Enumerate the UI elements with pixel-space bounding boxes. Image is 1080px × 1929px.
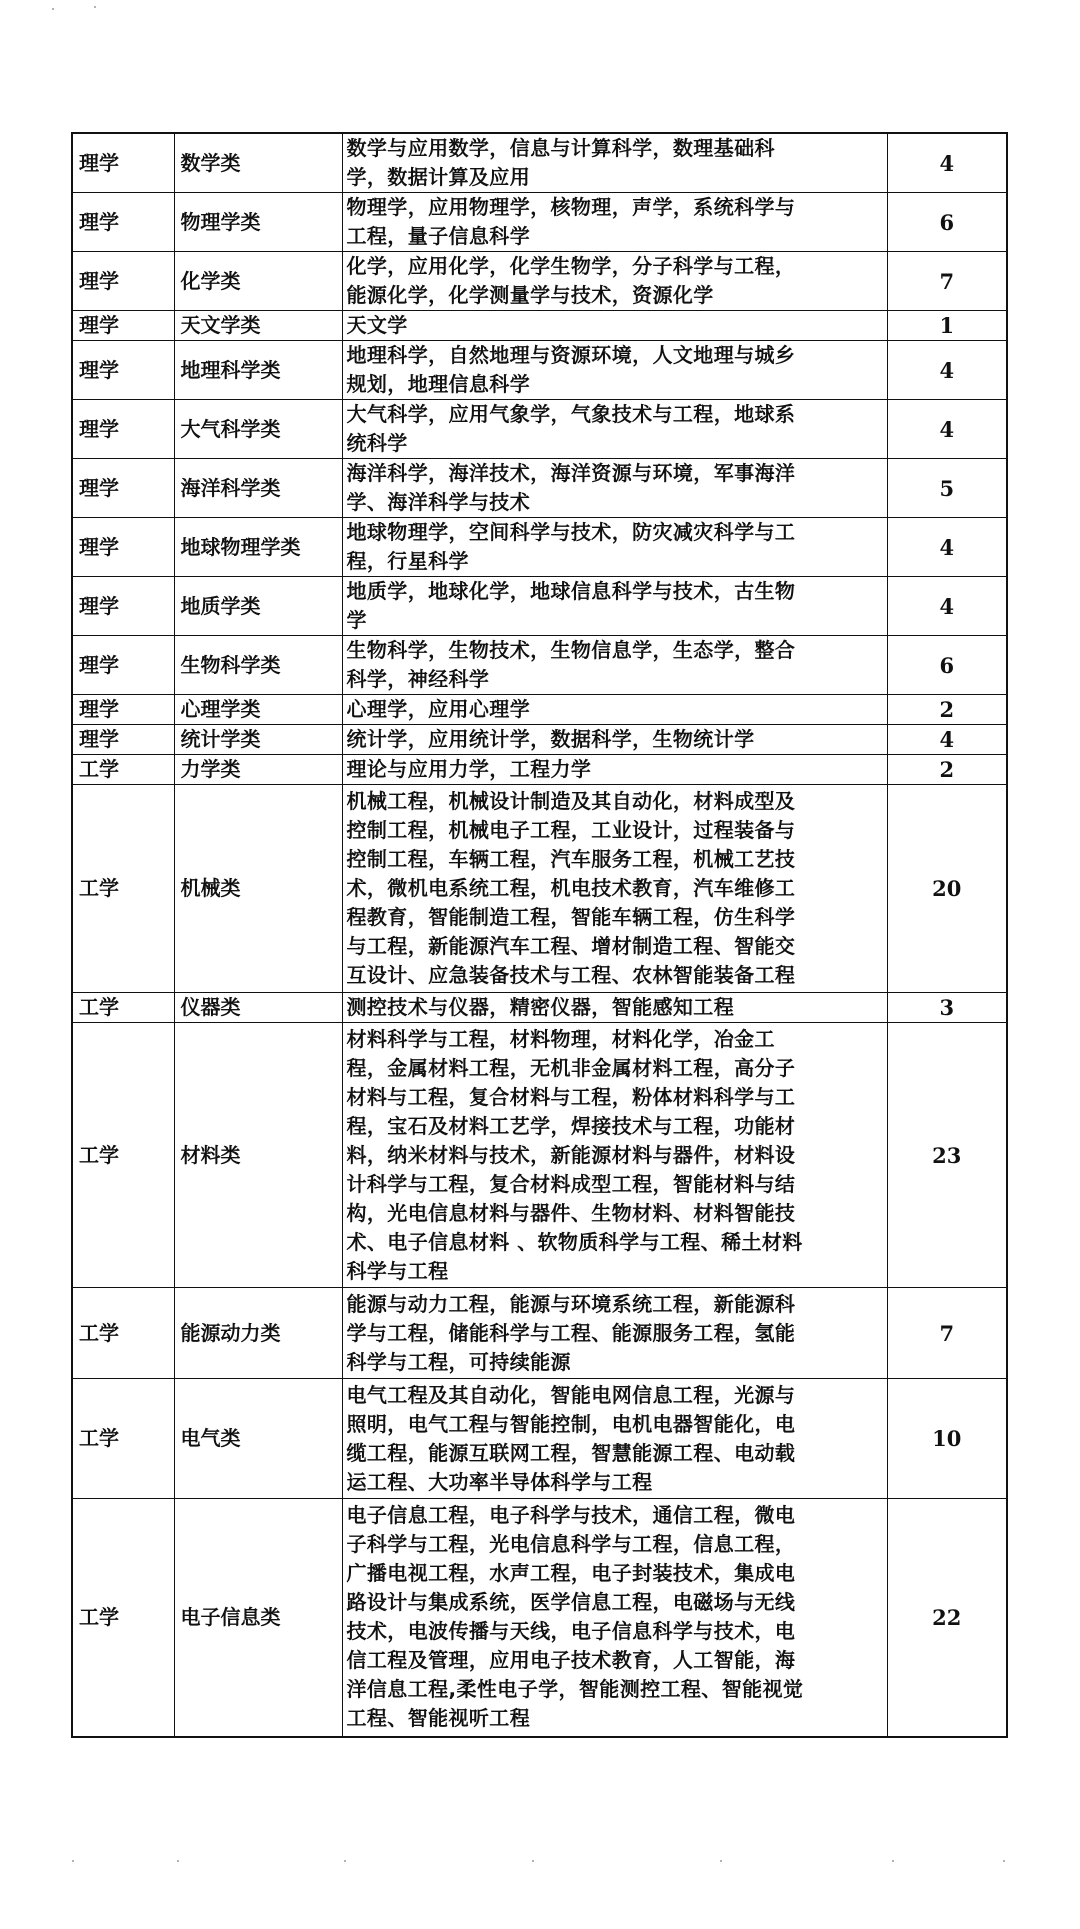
majors-cell: 海洋科学，海洋技术，海洋资源与环境，军事海洋 学、海洋科学与技术	[342, 459, 887, 518]
count-cell: 4	[887, 518, 1007, 577]
count-cell: 20	[887, 785, 1007, 993]
discipline-cell: 理学	[72, 133, 174, 193]
table-row	[72, 577, 1007, 636]
category-cell: 化学类	[174, 252, 342, 311]
table-row	[72, 755, 1007, 785]
table-row	[72, 1499, 1007, 1737]
count-cell: 22	[887, 1499, 1007, 1737]
count-cell: 6	[887, 193, 1007, 252]
majors-cell: 能源与动力工程，能源与环境系统工程，新能源科 学与工程，储能科学与工程、能源服务工程，氢能 科学与工程，可持续能源	[342, 1288, 887, 1379]
discipline-cell: 工学	[72, 993, 174, 1023]
category-cell: 能源动力类	[174, 1288, 342, 1379]
count-cell: 1	[887, 311, 1007, 341]
count-cell: 6	[887, 636, 1007, 695]
count-cell: 4	[887, 341, 1007, 400]
scan-speck	[1003, 1860, 1005, 1862]
majors-cell: 天文学	[342, 311, 887, 341]
count-cell: 2	[887, 755, 1007, 785]
majors-cell: 机械工程，机械设计制造及其自动化，材料成型及 控制工程，机械电子工程，工业设计，过程装备与 控制工程，车辆工程，汽车服务工程，机械工艺技 术，微机电系统工程，机电技术教育，汽车维修工 程教育，智能制造工程，智能车辆工程，仿生科学 与工程，新能源汽车工程、增材制造工程、智能交 互设计、应急装备技术与工程、农林智能装备工程	[342, 785, 887, 993]
majors-cell: 理论与应用力学，工程力学	[342, 755, 887, 785]
majors-cell: 电子信息工程，电子科学与技术，通信工程，微电 子科学与工程，光电信息科学与工程，信息工程， 广播电视工程，水声工程，电子封装技术，集成电 路设计与集成系统，医学信息工程，电磁场与无线 技术，电波传播与天线，电子信息科学与技术，电 信工程及管理，应用电子技术教育，人工智能，海 洋信息工程,柔性电子学，智能测控工程、智能视觉 工程、智能视听工程	[342, 1499, 887, 1737]
table-row	[72, 311, 1007, 341]
major-catalog-table	[71, 132, 1008, 1738]
scan-speck	[344, 1860, 346, 1862]
discipline-cell: 工学	[72, 1288, 174, 1379]
scan-speck	[720, 1860, 722, 1862]
count-cell: 23	[887, 1023, 1007, 1288]
table-row	[72, 785, 1007, 993]
majors-cell: 数学与应用数学，信息与计算科学，数理基础科 学，数据计算及应用	[342, 133, 887, 193]
table-row	[72, 341, 1007, 400]
majors-cell: 化学，应用化学，化学生物学，分子科学与工程， 能源化学，化学测量学与技术，资源化学	[342, 252, 887, 311]
discipline-cell: 理学	[72, 636, 174, 695]
discipline-cell: 工学	[72, 1499, 174, 1737]
discipline-cell: 理学	[72, 518, 174, 577]
category-cell: 大气科学类	[174, 400, 342, 459]
category-cell: 电气类	[174, 1379, 342, 1499]
table-row	[72, 400, 1007, 459]
table-row	[72, 459, 1007, 518]
table-row	[72, 518, 1007, 577]
category-cell: 机械类	[174, 785, 342, 993]
discipline-cell: 理学	[72, 252, 174, 311]
count-cell: 7	[887, 252, 1007, 311]
category-cell: 地球物理学类	[174, 518, 342, 577]
discipline-cell: 理学	[72, 193, 174, 252]
count-cell: 5	[887, 459, 1007, 518]
category-cell: 材料类	[174, 1023, 342, 1288]
majors-cell: 电气工程及其自动化，智能电网信息工程，光源与 照明，电气工程与智能控制，电机电器智能化，电 缆工程，能源互联网工程，智慧能源工程、电动载 运工程、大功率半导体科学与工程	[342, 1379, 887, 1499]
count-cell: 4	[887, 725, 1007, 755]
table-row	[72, 1379, 1007, 1499]
table-row	[72, 695, 1007, 725]
discipline-cell: 理学	[72, 725, 174, 755]
scan-speck	[892, 1860, 894, 1862]
discipline-cell: 工学	[72, 755, 174, 785]
majors-cell: 生物科学，生物技术，生物信息学，生态学，整合 科学，神经科学	[342, 636, 887, 695]
scan-speck	[72, 1860, 74, 1862]
majors-cell: 心理学，应用心理学	[342, 695, 887, 725]
majors-cell: 测控技术与仪器，精密仪器，智能感知工程	[342, 993, 887, 1023]
discipline-cell: 工学	[72, 1379, 174, 1499]
category-cell: 仪器类	[174, 993, 342, 1023]
category-cell: 心理学类	[174, 695, 342, 725]
discipline-cell: 理学	[72, 341, 174, 400]
majors-cell: 大气科学，应用气象学，气象技术与工程，地球系 统科学	[342, 400, 887, 459]
discipline-cell: 理学	[72, 459, 174, 518]
category-cell: 天文学类	[174, 311, 342, 341]
table-row	[72, 252, 1007, 311]
discipline-cell: 理学	[72, 695, 174, 725]
count-cell: 4	[887, 400, 1007, 459]
category-cell: 海洋科学类	[174, 459, 342, 518]
majors-cell: 统计学，应用统计学，数据科学，生物统计学	[342, 725, 887, 755]
table-row	[72, 636, 1007, 695]
count-cell: 10	[887, 1379, 1007, 1499]
discipline-cell: 理学	[72, 311, 174, 341]
majors-cell: 材料科学与工程，材料物理，材料化学，冶金工 程，金属材料工程，无机非金属材料工程，高分子 材料与工程，复合材料与工程，粉体材料科学与工 程，宝石及材料工艺学，焊接技术与工程，功能材 料，纳米材料与技术，新能源材料与器件，材料设 计科学与工程，复合材料成型工程，智能材料与结 构，光电信息材料与器件、生物材料、材料智能技 术、电子信息材料 、软物质科学与工程、稀土材料 科学与工程	[342, 1023, 887, 1288]
category-cell: 力学类	[174, 755, 342, 785]
count-cell: 2	[887, 695, 1007, 725]
majors-cell: 地理科学，自然地理与资源环境，人文地理与城乡 规划，地理信息科学	[342, 341, 887, 400]
table-row	[72, 193, 1007, 252]
table-row	[72, 993, 1007, 1023]
count-cell: 4	[887, 133, 1007, 193]
category-cell: 物理学类	[174, 193, 342, 252]
scan-speck	[94, 6, 96, 8]
count-cell: 7	[887, 1288, 1007, 1379]
discipline-cell: 理学	[72, 400, 174, 459]
count-cell: 3	[887, 993, 1007, 1023]
category-cell: 电子信息类	[174, 1499, 342, 1737]
scan-speck	[532, 1860, 534, 1862]
discipline-cell: 工学	[72, 1023, 174, 1288]
table-row	[72, 1288, 1007, 1379]
discipline-cell: 理学	[72, 577, 174, 636]
category-cell: 生物科学类	[174, 636, 342, 695]
scan-speck	[52, 8, 54, 10]
majors-cell: 地球物理学，空间科学与技术，防灾减灾科学与工 程，行星科学	[342, 518, 887, 577]
table-row	[72, 725, 1007, 755]
category-cell: 地理科学类	[174, 341, 342, 400]
count-cell: 4	[887, 577, 1007, 636]
category-cell: 地质学类	[174, 577, 342, 636]
majors-cell: 物理学，应用物理学，核物理，声学，系统科学与 工程，量子信息科学	[342, 193, 887, 252]
majors-cell: 地质学，地球化学，地球信息科学与技术，古生物 学	[342, 577, 887, 636]
table-row	[72, 1023, 1007, 1288]
category-cell: 数学类	[174, 133, 342, 193]
scan-speck	[177, 1860, 179, 1862]
category-cell: 统计学类	[174, 725, 342, 755]
discipline-cell: 工学	[72, 785, 174, 993]
table-row	[72, 133, 1007, 193]
